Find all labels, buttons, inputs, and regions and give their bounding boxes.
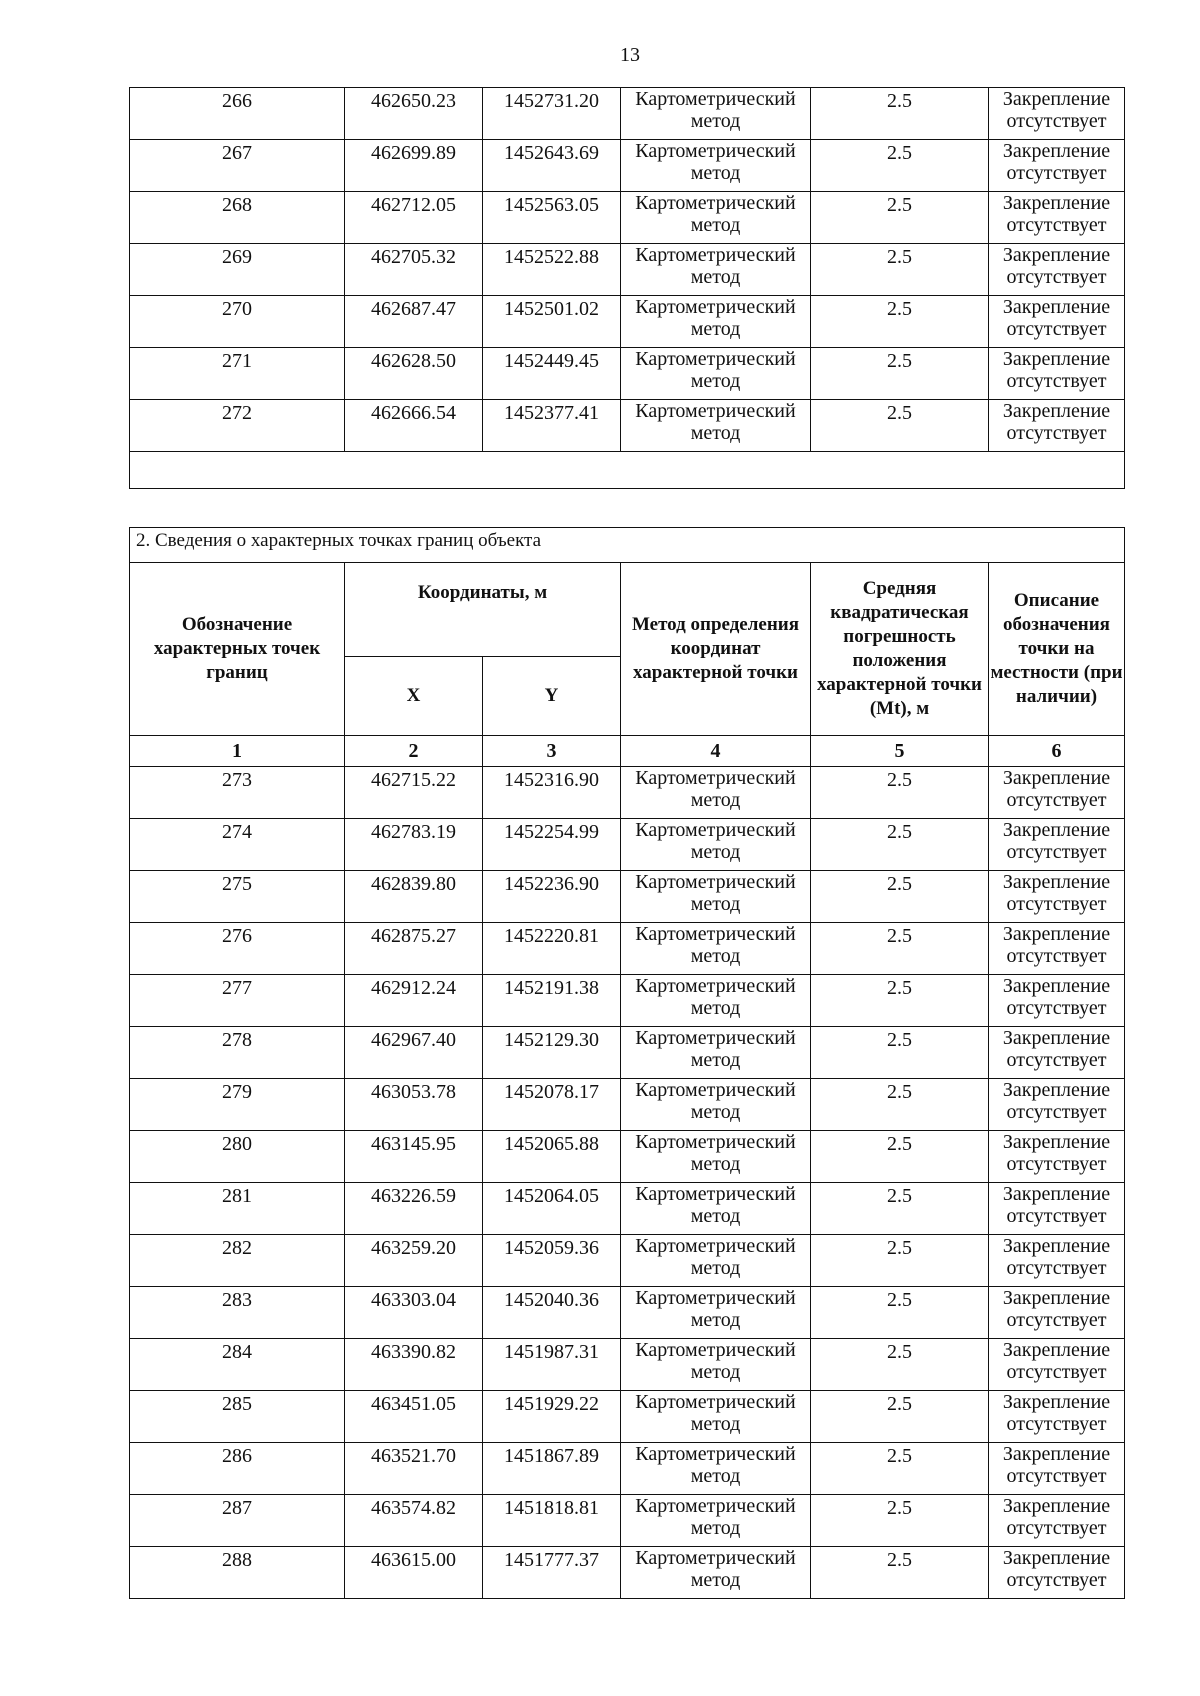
table-row [130, 88, 1125, 140]
method: Картометрический метод [621, 244, 811, 296]
error-mt: 2.5 [811, 1443, 989, 1495]
error-mt: 2.5 [811, 1391, 989, 1443]
point-description: Закрепление отсутствует [989, 923, 1125, 975]
method: Картометрический метод [621, 1495, 811, 1547]
section-title-row [130, 528, 1125, 563]
point-description: Закрепление отсутствует [989, 819, 1125, 871]
table-row [130, 1391, 1125, 1443]
error-mt: 2.5 [811, 871, 989, 923]
point-description: Закрепление отсутствует [989, 244, 1125, 296]
coord-y: 1452643.69 [483, 140, 621, 192]
coord-y: 1452731.20 [483, 88, 621, 140]
header-method: Метод определения координат характерной точки [621, 563, 811, 736]
method: Картометрический метод [621, 1287, 811, 1339]
error-mt: 2.5 [811, 140, 989, 192]
empty-row [130, 452, 1125, 489]
point-description: Закрепление отсутствует [989, 192, 1125, 244]
header-error: Средняя квадратическая погрешность положения характерной точки (Mt), м [811, 563, 989, 736]
point-number: 283 [130, 1287, 345, 1339]
coord-x: 462705.32 [345, 244, 483, 296]
point-description: Закрепление отсутствует [989, 1391, 1125, 1443]
method: Картометрический метод [621, 1183, 811, 1235]
coord-x: 462628.50 [345, 348, 483, 400]
coord-x: 463451.05 [345, 1391, 483, 1443]
coord-x: 463259.20 [345, 1235, 483, 1287]
point-number: 266 [130, 88, 345, 140]
method: Картометрический метод [621, 400, 811, 452]
error-mt: 2.5 [811, 244, 989, 296]
error-mt: 2.5 [811, 1339, 989, 1391]
coord-y: 1452501.02 [483, 296, 621, 348]
point-number: 268 [130, 192, 345, 244]
coord-y: 1451987.31 [483, 1339, 621, 1391]
method: Картометрический метод [621, 1391, 811, 1443]
point-description: Закрепление отсутствует [989, 1131, 1125, 1183]
error-mt: 2.5 [811, 1183, 989, 1235]
point-description: Закрепление отсутствует [989, 296, 1125, 348]
coord-y: 1452129.30 [483, 1027, 621, 1079]
table-row [130, 1443, 1125, 1495]
error-mt: 2.5 [811, 1495, 989, 1547]
point-description: Закрепление отсутствует [989, 1547, 1125, 1599]
error-mt: 2.5 [811, 1235, 989, 1287]
coord-x: 462699.89 [345, 140, 483, 192]
coord-x: 463615.00 [345, 1547, 483, 1599]
table-row [130, 244, 1125, 296]
point-number: 276 [130, 923, 345, 975]
coord-y: 1452563.05 [483, 192, 621, 244]
coord-y: 1452316.90 [483, 767, 621, 819]
point-number: 267 [130, 140, 345, 192]
point-number: 279 [130, 1079, 345, 1131]
method: Картометрический метод [621, 1131, 811, 1183]
error-mt: 2.5 [811, 400, 989, 452]
point-number: 275 [130, 871, 345, 923]
coord-x: 463303.04 [345, 1287, 483, 1339]
method: Картометрический метод [621, 1235, 811, 1287]
header-coordinates: Координаты, м [345, 563, 621, 657]
point-description: Закрепление отсутствует [989, 1443, 1125, 1495]
coord-x: 462650.23 [345, 88, 483, 140]
error-mt: 2.5 [811, 1287, 989, 1339]
error-mt: 2.5 [811, 1131, 989, 1183]
section-title: 2. Сведения о характерных точках границ объекта [130, 528, 1125, 563]
table-row [130, 1131, 1125, 1183]
coord-y: 1452191.38 [483, 975, 621, 1027]
table-row [130, 140, 1125, 192]
column-number: 6 [989, 736, 1125, 767]
method: Картометрический метод [621, 348, 811, 400]
column-number-row [130, 736, 1125, 767]
table-row [130, 1183, 1125, 1235]
error-mt: 2.5 [811, 1079, 989, 1131]
table-row [130, 1495, 1125, 1547]
coord-y: 1452254.99 [483, 819, 621, 871]
empty-cell [130, 452, 1125, 489]
point-description: Закрепление отсутствует [989, 1235, 1125, 1287]
error-mt: 2.5 [811, 296, 989, 348]
table-row [130, 1027, 1125, 1079]
point-description: Закрепление отсутствует [989, 871, 1125, 923]
point-number: 278 [130, 1027, 345, 1079]
coord-x: 462712.05 [345, 192, 483, 244]
error-mt: 2.5 [811, 348, 989, 400]
method: Картометрический метод [621, 192, 811, 244]
point-description: Закрепление отсутствует [989, 975, 1125, 1027]
coord-x: 463521.70 [345, 1443, 483, 1495]
point-number: 281 [130, 1183, 345, 1235]
error-mt: 2.5 [811, 767, 989, 819]
coord-y: 1452449.45 [483, 348, 621, 400]
method: Картометрический метод [621, 1339, 811, 1391]
point-number: 285 [130, 1391, 345, 1443]
method: Картометрический метод [621, 140, 811, 192]
coord-x: 463226.59 [345, 1183, 483, 1235]
header-y: Y [483, 657, 621, 736]
error-mt: 2.5 [811, 88, 989, 140]
coord-y: 1452065.88 [483, 1131, 621, 1183]
point-number: 277 [130, 975, 345, 1027]
coord-y: 1452220.81 [483, 923, 621, 975]
table-row [130, 192, 1125, 244]
point-description: Закрепление отсутствует [989, 400, 1125, 452]
coord-x: 462783.19 [345, 819, 483, 871]
method: Картометрический метод [621, 871, 811, 923]
table-row [130, 348, 1125, 400]
point-description: Закрепление отсутствует [989, 1495, 1125, 1547]
column-number: 1 [130, 736, 345, 767]
point-description: Закрепление отсутствует [989, 1079, 1125, 1131]
point-number: 280 [130, 1131, 345, 1183]
table-row [130, 296, 1125, 348]
point-description: Закрепление отсутствует [989, 140, 1125, 192]
coord-x: 462967.40 [345, 1027, 483, 1079]
point-number: 273 [130, 767, 345, 819]
table-row [130, 923, 1125, 975]
column-number: 5 [811, 736, 989, 767]
table-row [130, 400, 1125, 452]
coord-y: 1452078.17 [483, 1079, 621, 1131]
error-mt: 2.5 [811, 192, 989, 244]
coord-y: 1452377.41 [483, 400, 621, 452]
point-number: 286 [130, 1443, 345, 1495]
point-number: 288 [130, 1547, 345, 1599]
table-row [130, 1287, 1125, 1339]
point-description: Закрепление отсутствует [989, 1027, 1125, 1079]
coord-x: 462912.24 [345, 975, 483, 1027]
table-row [130, 975, 1125, 1027]
error-mt: 2.5 [811, 975, 989, 1027]
point-description: Закрепление отсутствует [989, 1339, 1125, 1391]
table-row [130, 1339, 1125, 1391]
method: Картометрический метод [621, 88, 811, 140]
table-row [130, 767, 1125, 819]
table-row [130, 1079, 1125, 1131]
header-designation: Обозначение характерных точек границ [130, 563, 345, 736]
point-number: 274 [130, 819, 345, 871]
error-mt: 2.5 [811, 1027, 989, 1079]
header-row [130, 563, 1125, 657]
column-number: 2 [345, 736, 483, 767]
point-number: 272 [130, 400, 345, 452]
point-number: 270 [130, 296, 345, 348]
coord-y: 1452522.88 [483, 244, 621, 296]
point-description: Закрепление отсутствует [989, 1183, 1125, 1235]
method: Картометрический метод [621, 975, 811, 1027]
method: Картометрический метод [621, 767, 811, 819]
method: Картометрический метод [621, 1027, 811, 1079]
page-number: 13 [620, 44, 640, 66]
points-table-section-2 [129, 527, 1125, 1599]
point-number: 269 [130, 244, 345, 296]
method: Картометрический метод [621, 923, 811, 975]
header-x: X [345, 657, 483, 736]
table-row [130, 1547, 1125, 1599]
coord-x: 462715.22 [345, 767, 483, 819]
coord-y: 1451818.81 [483, 1495, 621, 1547]
coord-y: 1452236.90 [483, 871, 621, 923]
method: Картометрический метод [621, 1079, 811, 1131]
points-table-continued [129, 87, 1125, 489]
point-number: 284 [130, 1339, 345, 1391]
table-row [130, 871, 1125, 923]
point-number: 282 [130, 1235, 345, 1287]
coord-y: 1452064.05 [483, 1183, 621, 1235]
error-mt: 2.5 [811, 1547, 989, 1599]
coord-y: 1451929.22 [483, 1391, 621, 1443]
method: Картометрический метод [621, 1443, 811, 1495]
method: Картометрический метод [621, 296, 811, 348]
coord-y: 1451867.89 [483, 1443, 621, 1495]
coord-x: 463053.78 [345, 1079, 483, 1131]
error-mt: 2.5 [811, 819, 989, 871]
coord-x: 462875.27 [345, 923, 483, 975]
error-mt: 2.5 [811, 923, 989, 975]
coord-y: 1452059.36 [483, 1235, 621, 1287]
coord-x: 463390.82 [345, 1339, 483, 1391]
method: Картометрический метод [621, 1547, 811, 1599]
coord-y: 1451777.37 [483, 1547, 621, 1599]
coord-x: 462839.80 [345, 871, 483, 923]
coord-x: 463574.82 [345, 1495, 483, 1547]
table-row [130, 819, 1125, 871]
point-number: 271 [130, 348, 345, 400]
point-description: Закрепление отсутствует [989, 348, 1125, 400]
point-description: Закрепление отсутствует [989, 1287, 1125, 1339]
column-number: 4 [621, 736, 811, 767]
coord-x: 463145.95 [345, 1131, 483, 1183]
method: Картометрический метод [621, 819, 811, 871]
point-description: Закрепление отсутствует [989, 88, 1125, 140]
header-description: Описание обозначения точки на местности (при наличии) [989, 563, 1125, 736]
column-number: 3 [483, 736, 621, 767]
coord-x: 462666.54 [345, 400, 483, 452]
coord-x: 462687.47 [345, 296, 483, 348]
point-description: Закрепление отсутствует [989, 767, 1125, 819]
table-row [130, 1235, 1125, 1287]
point-number: 287 [130, 1495, 345, 1547]
coord-y: 1452040.36 [483, 1287, 621, 1339]
